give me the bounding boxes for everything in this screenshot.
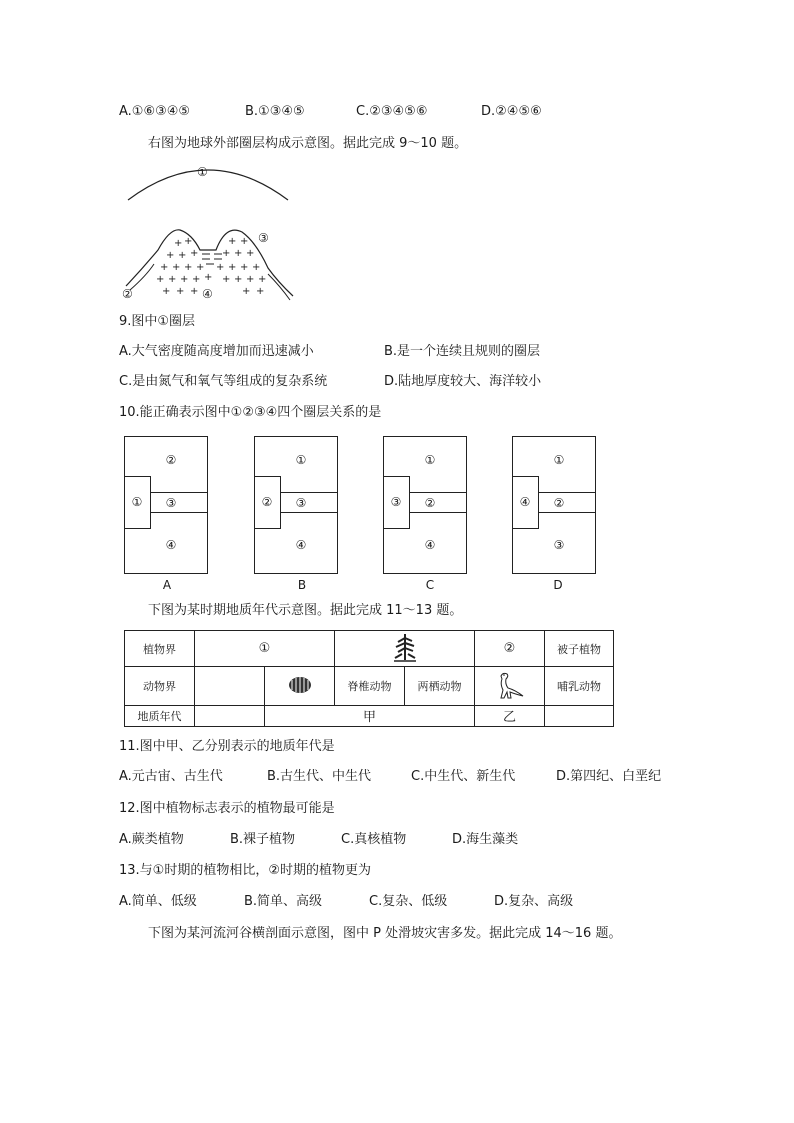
svg-text:+: + xyxy=(190,248,199,259)
diagram-d-top: ① xyxy=(553,453,565,467)
diagram-d-mid: ② xyxy=(553,496,565,510)
diagram-b-caption: B xyxy=(297,578,307,592)
svg-text:+: + xyxy=(192,274,201,285)
svg-text:+: + xyxy=(256,286,265,297)
mammals-cell: 哺乳动物 xyxy=(545,667,614,705)
animal-empty-cell xyxy=(195,667,265,705)
row-label-plants: 植物界 xyxy=(125,631,195,667)
q10-diagram-c xyxy=(383,436,467,574)
svg-text:+: + xyxy=(168,274,177,285)
q9-option-a: A.大气密度随高度增加而迅速减小 xyxy=(119,344,314,359)
svg-text:+: + xyxy=(252,262,261,273)
trilobite-icon xyxy=(286,674,314,696)
svg-text:+: + xyxy=(178,250,187,261)
q12-option-b: B.裸子植物 xyxy=(230,832,296,847)
q11-option-d: D.第四纪、白垩纪 xyxy=(556,769,662,784)
q8-option-a: A.①⑥③④⑤ xyxy=(119,104,191,119)
q13-option-a: A.简单、低级 xyxy=(119,894,197,909)
svg-text:+: + xyxy=(228,236,237,247)
svg-text:+: + xyxy=(174,238,183,249)
q9-option-d: D.陆地厚度较大、海洋较小 xyxy=(384,374,542,389)
plant-period-1: ① xyxy=(195,631,335,667)
q12-option-c: C.真核植物 xyxy=(341,832,407,847)
q11-stem: 11.图中甲、乙分别表示的地质年代是 xyxy=(119,739,335,754)
svg-text:+: + xyxy=(176,286,185,297)
q10-diagram-d xyxy=(512,436,596,574)
diagram-b-left: ② xyxy=(261,495,273,509)
svg-text:+: + xyxy=(184,262,193,273)
q12-option-d: D.海生藻类 xyxy=(452,832,519,847)
q10-diagram-a xyxy=(124,436,208,574)
diagram-b-mid: ③ xyxy=(295,496,307,510)
vertebrates-cell: 脊椎动物 xyxy=(335,667,405,705)
dinosaur-cell xyxy=(475,667,545,705)
svg-text:+: + xyxy=(222,274,231,285)
row-label-era: 地质年代 xyxy=(125,705,195,726)
diagram-d-bottom: ③ xyxy=(553,538,565,552)
fig1-label-1: ① xyxy=(197,165,208,179)
svg-text:+: + xyxy=(184,236,193,247)
svg-text:+: + xyxy=(204,272,213,283)
diagram-c-top: ① xyxy=(424,453,436,467)
plant-period-2: ② xyxy=(475,631,545,667)
diagram-a-mid: ③ xyxy=(165,496,177,510)
svg-text:+: + xyxy=(246,274,255,285)
fig1-label-4: ④ xyxy=(202,287,213,301)
fern-tree-icon xyxy=(392,632,418,662)
q9-option-b: B.是一个连续且规则的圈层 xyxy=(384,344,541,359)
q11-option-a: A.元古宙、古生代 xyxy=(119,769,223,784)
q13-option-b: B.简单、高级 xyxy=(244,894,323,909)
diagram-c-left: ③ xyxy=(390,495,402,509)
svg-text:+: + xyxy=(228,262,237,273)
trilobite-cell xyxy=(265,667,335,705)
svg-text:+: + xyxy=(156,274,165,285)
era-empty-cell xyxy=(195,705,265,726)
diagram-b-bottom: ④ xyxy=(295,538,307,552)
fig1-label-3: ③ xyxy=(258,231,269,245)
svg-text:+: + xyxy=(162,286,171,297)
svg-text:+: + xyxy=(234,274,243,285)
svg-text:+: + xyxy=(240,236,249,247)
intro-9-10: 右图为地球外部圈层构成示意图。据此完成 9～10 题。 xyxy=(148,136,468,151)
q10-diagram-b xyxy=(254,436,338,574)
diagram-c-mid: ② xyxy=(424,496,436,510)
q11-option-b: B.古生代、中生代 xyxy=(267,769,372,784)
diagram-b-top: ① xyxy=(295,453,307,467)
dinosaur-icon xyxy=(493,670,527,700)
diagram-a-bottom: ④ xyxy=(165,538,177,552)
svg-text:+: + xyxy=(196,262,205,273)
q12-option-a: A.蕨类植物 xyxy=(119,832,184,847)
svg-text:+: + xyxy=(160,262,169,273)
q12-stem: 12.图中植物标志表示的植物最可能是 xyxy=(119,801,335,816)
diagram-c-bottom: ④ xyxy=(424,538,436,552)
diagram-d-caption: D xyxy=(553,578,563,592)
diagram-d-left: ④ xyxy=(519,495,531,509)
q9-option-c: C.是由氮气和氧气等组成的复杂系统 xyxy=(119,374,328,389)
svg-text:+: + xyxy=(172,262,181,273)
era-yi: 乙 xyxy=(475,705,545,726)
svg-text:+: + xyxy=(234,248,243,259)
svg-text:+: + xyxy=(216,262,225,273)
q10-stem: 10.能正确表示图中①②③④四个圈层关系的是 xyxy=(119,405,382,420)
plant-tree-cell xyxy=(335,631,475,667)
amphibians-cell: 两栖动物 xyxy=(405,667,475,705)
q8-option-b: B.①③④⑤ xyxy=(245,104,305,119)
era-last-empty-cell xyxy=(545,705,614,726)
q13-stem: 13.与①时期的植物相比，②时期的植物更为 xyxy=(119,863,371,878)
svg-text:+: + xyxy=(222,248,231,259)
fig1-label-2: ② xyxy=(122,287,133,301)
diagram-a-left: ① xyxy=(131,495,143,509)
svg-text:+: + xyxy=(258,274,267,285)
diagram-c-caption: C xyxy=(425,578,435,592)
q8-option-d: D.②④⑤⑥ xyxy=(481,104,542,119)
angiosperms-cell: 被子植物 xyxy=(545,631,614,667)
row-label-animals: 动物界 xyxy=(125,667,195,705)
era-jia: 甲 xyxy=(265,705,475,726)
q11-option-c: C.中生代、新生代 xyxy=(411,769,516,784)
diagram-a-top: ② xyxy=(165,453,177,467)
q8-option-c: C.②③④⑤⑥ xyxy=(356,104,428,119)
svg-text:+: + xyxy=(180,274,189,285)
intro-14-16: 下图为某河流河谷横剖面示意图，图中 P 处滑坡灾害多发。据此完成 14～16 题。 xyxy=(148,926,622,941)
svg-text:+: + xyxy=(246,248,255,259)
intro-11-13: 下图为某时期地质年代示意图。据此完成 11～13 题。 xyxy=(148,603,463,618)
spheres-figure xyxy=(118,158,298,304)
svg-text:+: + xyxy=(166,250,175,261)
q13-option-d: D.复杂、高级 xyxy=(494,894,574,909)
q9-stem: 9.图中①圈层 xyxy=(119,314,196,329)
svg-text:+: + xyxy=(240,262,249,273)
q13-option-c: C.复杂、低级 xyxy=(369,894,448,909)
svg-text:+: + xyxy=(190,286,199,297)
geologic-time-table xyxy=(124,630,614,727)
diagram-a-caption: A xyxy=(162,578,172,592)
svg-text:+: + xyxy=(242,286,251,297)
